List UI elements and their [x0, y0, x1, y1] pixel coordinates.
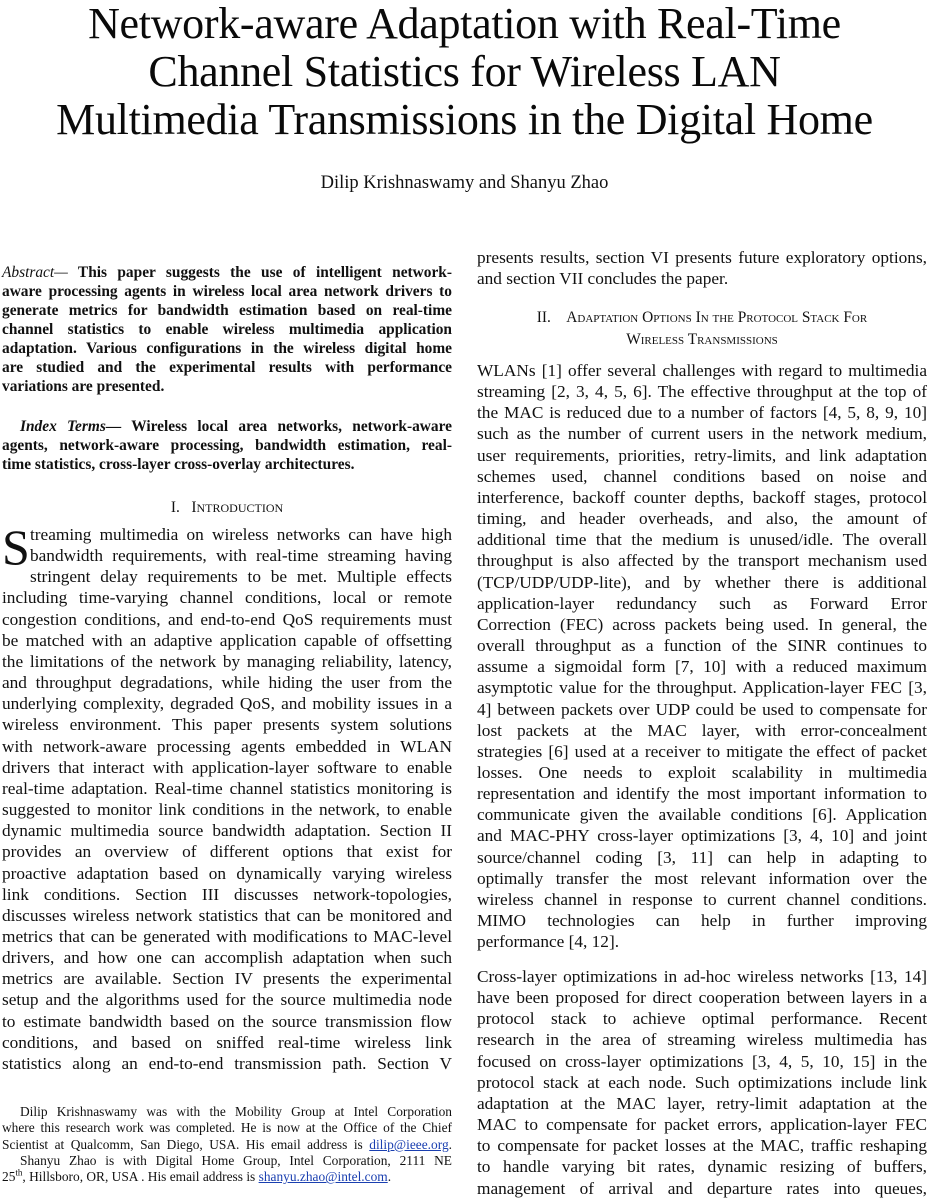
index-terms-line: agents, network-aware processing, bandwidth estimation, real-: [2, 437, 452, 454]
paragraph-line: the MAC is reduced due to a number of factors [4, 5, 8, 9, 10]: [477, 403, 927, 423]
paragraph-line: management of arrival and departure rates into queues,: [477, 1178, 927, 1198]
paragraph-line: assume a sigmoidal form [7, 10] with a reduced maximum: [477, 657, 927, 677]
email-link-shanyu[interactable]: shanyu.zhao@intel.com: [258, 1169, 388, 1185]
paragraph-line: additional time that the medium is unused/idle. The overall: [477, 530, 927, 550]
section-heading-adaptation: [477, 308, 927, 350]
paragraph-line: Correction (FEC) across packets being used. In general, the: [477, 614, 927, 634]
paragraph-line: throughput is also affected by the transport mechanism used: [477, 551, 927, 571]
paragraph-line: application-layer redundancy such as Forward Error: [477, 593, 927, 613]
paragraph-line: suggested to monitor link conditions in the network, to enable: [2, 800, 452, 820]
abstract-line: adaptation. Various configurations in the wireless digital home: [2, 340, 452, 357]
paragraph-line: adaptation at the MAC layer, retry-limit adaptation at the: [477, 1093, 927, 1113]
paragraph-line: MIMO technologies can help in further improving: [477, 911, 927, 931]
adaptation-paragraph-2: [477, 966, 927, 1199]
abstract-line: are studied and the experimental results with performance: [2, 359, 452, 376]
footnote-line: where this research work was completed. He is now at the Office of the Chief: [2, 1120, 452, 1136]
paragraph-line: source/channel coding [3, 11] can help in adapting to: [477, 847, 927, 867]
paragraph-line: optimally transfer the most relevant information over the: [477, 868, 927, 888]
paragraph-line: link conditions. Section III discusses network-topologies,: [2, 884, 452, 904]
introduction-continued: [477, 247, 927, 289]
paragraph-line: presents results, section VI presents future exploratory options,: [477, 248, 927, 267]
email-link-dilip[interactable]: dilip@ieee.org: [369, 1136, 449, 1152]
abstract-line: channel statistics to enable wireless multimedia application: [2, 321, 452, 338]
paragraph-line: asymptotic value for the throughput. Application-layer FEC [3,: [477, 678, 927, 698]
paragraph-line: Cross-layer optimizations in ad-hoc wireless networks [13, 14]: [477, 967, 927, 986]
drop-cap: S: [2, 519, 30, 575]
paragraph-line: timing, and header overheads, and also, the amount of: [477, 509, 927, 529]
paragraph-line: losses. One needs to exploit scalability in multimedia: [477, 762, 927, 782]
section-numeral: I.: [170, 499, 180, 516]
index-terms-label: Index Terms—: [20, 418, 122, 435]
paragraph-line: schemes used, channel conditions based on noise and: [477, 466, 927, 486]
paragraph-line: wireless channel in response to current channel conditions.: [477, 889, 927, 909]
title-line: Channel Statistics for Wireless LAN: [148, 47, 781, 96]
section-heading-introduction: I. INTRODUCTION: [170, 499, 284, 516]
author-footnote: [2, 1104, 452, 1185]
paragraph-line: and section VII concludes the paper.: [477, 269, 729, 289]
paragraph-line: protocol stack to achieve optimal performance. Recent: [477, 1009, 927, 1029]
index-terms: [2, 417, 452, 474]
paragraph-line: statistics along an end-to-end transmission path. Section V: [2, 1053, 452, 1073]
abstract: [2, 263, 452, 396]
abstract-line: generate metrics for bandwidth estimation based on real-time: [2, 302, 452, 319]
footnote-line: Scientist at Qualcomm, San Diego, USA. His email address is dilip@ieee.org.: [2, 1136, 452, 1152]
paragraph-line: streaming [2, 3, 4, 5, 6]. The effective throughput at the top of: [477, 382, 927, 402]
paragraph-line: have been proposed for direct cooperation between layers in a: [477, 988, 927, 1008]
paragraph-line: to handle varying bit rates, dynamic resizing of buffers,: [477, 1157, 927, 1177]
paragraph-line: and MAC-PHY cross-layer optimizations [3, 4, 10] and joint: [477, 826, 927, 846]
paragraph-line: protocol stack at each node. Such optimizations include link: [477, 1072, 927, 1092]
paragraph-line: underlying complexity, degraded QoS, and mobility issues in a: [2, 694, 452, 714]
paragraph-line: the limitations of the network by managing reliability, latency,: [2, 651, 452, 671]
paragraph-line: 4] between packets over UDP could be used to compensate for: [477, 699, 927, 719]
paragraph-line: metrics are available. Section IV presents the experimental: [2, 969, 452, 989]
paragraph-line: to estimate bandwidth based on the source transmission flow: [2, 1011, 452, 1031]
paragraph-line: metrics that can be generated with modifications to MAC-level: [2, 926, 452, 946]
paragraph-line: discusses wireless network statistics that can be monitored and: [2, 905, 452, 925]
paragraph-line: research in the area of streaming wireless multimedia has: [477, 1030, 927, 1050]
paragraph-line: treaming multimedia on wireless networks can have high: [30, 525, 452, 544]
paragraph-line: real-time adaptation. Real-time channel statistics monitoring is: [2, 778, 452, 798]
paragraph-line: to compensate for packet losses at the MAC, traffic reshaping: [477, 1136, 927, 1156]
paragraph-line: bandwidth requirements, with real-time streaming having: [30, 546, 452, 566]
abstract-line: Abstract— This paper suggests the use of intelligent network-: [2, 264, 452, 281]
paragraph-line: lost packets at the MAC layer, with error-concealment: [477, 720, 927, 740]
adaptation-paragraph-1: [477, 360, 927, 952]
paragraph-line: overall throughput as a function of the SINR continues to: [477, 636, 927, 656]
paragraph-line: congestion conditions, and end-to-end QoS requirements must: [2, 609, 452, 629]
paragraph-line: and throughput degradations, while hiding the user from the: [2, 673, 452, 693]
paragraph-line: interference, backoff counter depths, backoff stages, protocol: [477, 487, 927, 507]
author-list: Dilip Krishnaswamy and Shanyu Zhao: [320, 173, 609, 193]
title-line: Network-aware Adaptation with Real-Time: [88, 0, 841, 48]
paragraph-line: such as the number of current users in the network medium,: [477, 424, 927, 444]
introduction-body: [2, 519, 452, 1074]
heading-line: II. Adaptation Options In the Protocol Stack For: [536, 309, 868, 326]
paragraph-line: strategies [6] used at a receiver to mitigate the effect of packet: [477, 741, 927, 761]
index-terms-line: Index Terms— Wireless local area networks, network-aware: [20, 418, 453, 435]
paragraph-line: wireless environment. This paper presents system solutions: [2, 715, 452, 735]
paragraph-line: drivers, and how one can accomplish adaptation when such: [2, 948, 452, 968]
paragraph-line: representation and identify the most important information to: [477, 784, 927, 804]
footnote-line: 25th, Hillsboro, OR, USA . His email address is shanyu.zhao@intel.com.: [2, 1167, 392, 1185]
paragraph-line: be matched with an adaptive application capable of offsetting: [2, 630, 452, 650]
paragraph-line: with network-aware processing agents embedded in WLAN: [2, 736, 452, 756]
footnote-line: Dilip Krishnaswamy was with the Mobility Group at Intel Corporation: [20, 1104, 452, 1119]
paragraph-line: setup and the algorithms used for the source multimedia node: [2, 990, 452, 1010]
paragraph-line: communicate given the available conditions [6]. Application: [477, 805, 927, 825]
paragraph-line: stringent delay requirements to be met. Multiple effects: [30, 567, 452, 587]
paragraph-line: WLANs [1] offer several challenges with regard to multimedia: [477, 361, 927, 380]
paragraph-line: performance [4, 12].: [477, 932, 620, 952]
paragraph-line: provides an overview of different options that exist for: [2, 842, 452, 862]
abstract-line: aware processing agents in wireless local area network drivers to: [2, 283, 452, 300]
paragraph-line: MAC to compensate for packet errors, application-layer FEC: [477, 1115, 927, 1135]
paper-title: [0, 0, 929, 144]
title-line: Multimedia Transmissions in the Digital Home: [56, 95, 873, 144]
abstract-line: variations are presented.: [2, 378, 165, 395]
paragraph-line: proactive adaptation based on dynamically varying wireless: [2, 863, 452, 883]
paragraph-line: conditions, and based on sniffed real-time wireless link: [2, 1032, 452, 1052]
paragraph-line: drivers that interact with application-layer software to enable: [2, 757, 452, 777]
paragraph-line: including time-varying channel conditions, local or remote: [2, 588, 452, 608]
paragraph-line: (TCP/UDP/UDP-lite), and by whether there is additional: [477, 572, 927, 592]
paragraph-line: focused on cross-layer optimizations [3, 4, 5, 10, 15] in the: [477, 1051, 927, 1071]
heading-line: Wireless Transmissions: [626, 331, 778, 348]
paragraph-line: dynamic multimedia source bandwidth adaptation. Section II: [2, 821, 452, 841]
footnote-line: Shanyu Zhao is with Digital Home Group, Intel Corporation, 2111 NE: [20, 1152, 452, 1168]
paragraph-line: user requirements, priorities, retry-limits, and link adaptation: [477, 445, 927, 465]
index-terms-line: time statistics, cross-layer cross-overlay architectures.: [2, 456, 355, 473]
abstract-label: Abstract—: [2, 264, 68, 281]
